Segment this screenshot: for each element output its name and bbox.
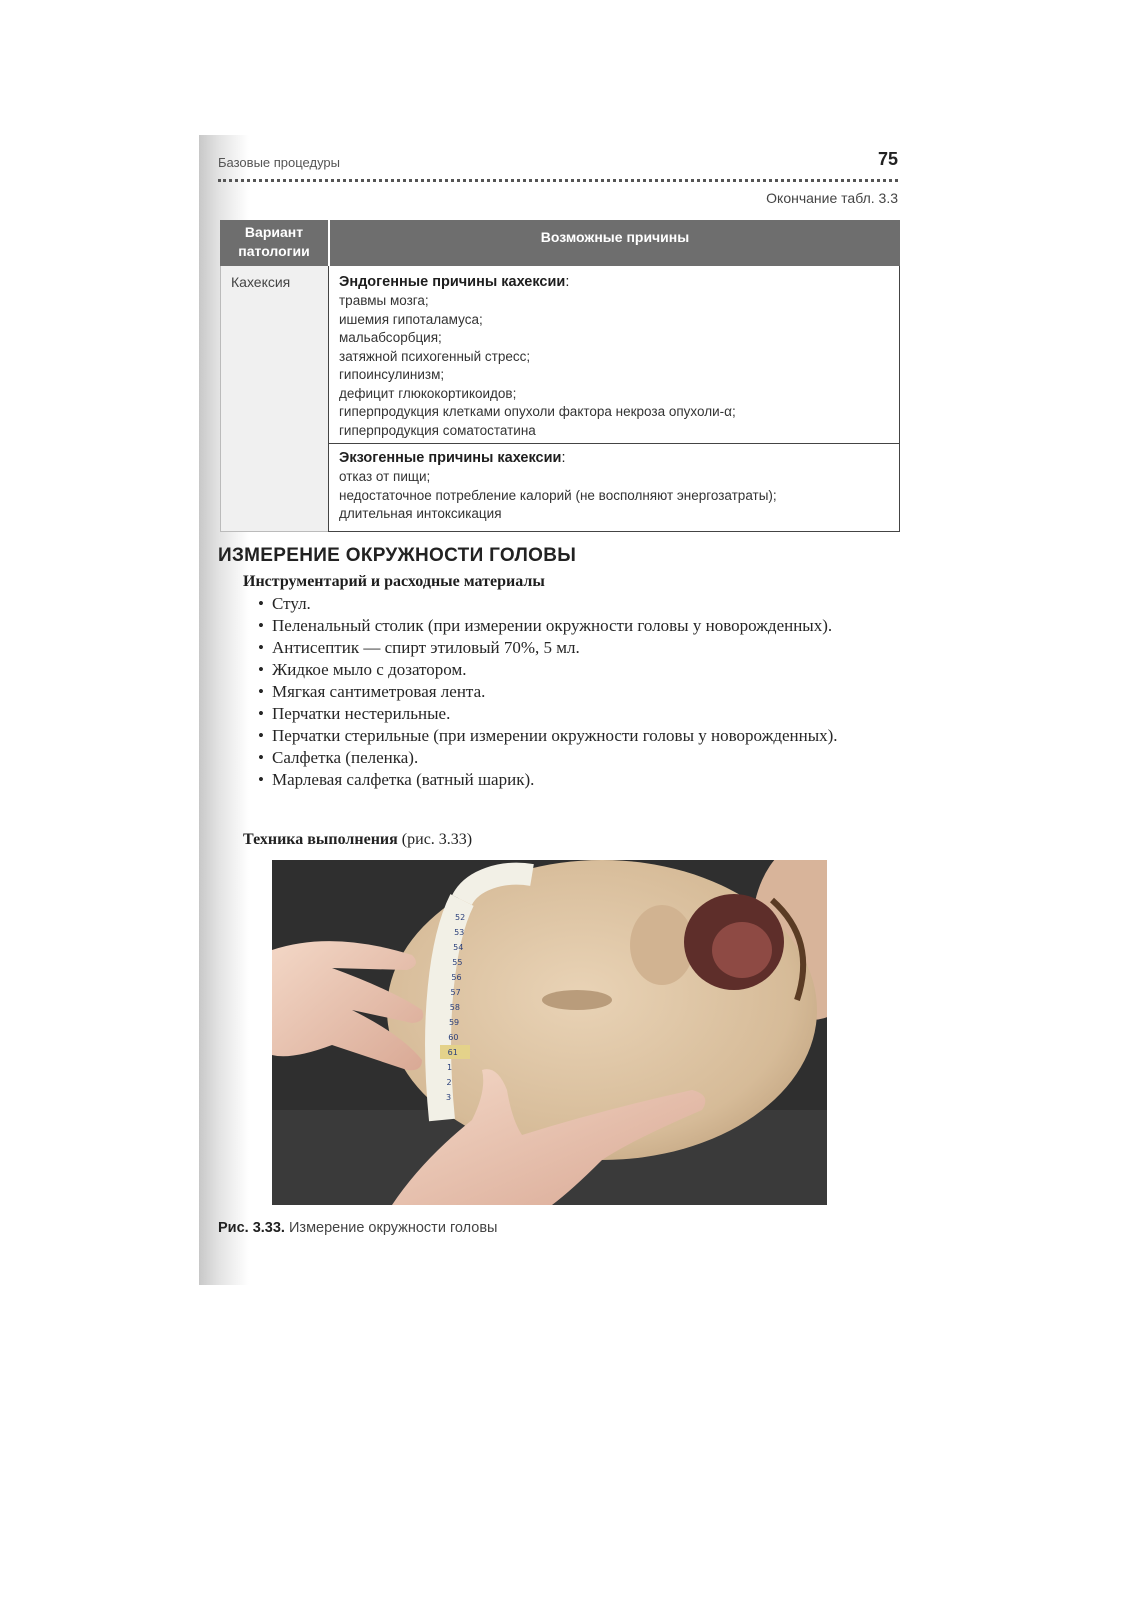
instrument-item: • Жидкое мыло с дозатором.	[258, 659, 883, 681]
running-header-title: Базовые процедуры	[218, 155, 341, 170]
figure-caption	[218, 1220, 497, 1236]
table-header-row	[220, 220, 900, 266]
endogenous-cause-item: гиперпродукция клетками опухоли фактора некроза опухоли-α;	[339, 404, 736, 419]
endogenous-list	[339, 292, 899, 440]
pathology-name: Кахексия	[231, 274, 291, 290]
tape-mark: 56	[451, 973, 462, 982]
technique-ref: (рис. 3.33)	[397, 831, 473, 848]
table-header-pathology: Вариант патологии	[220, 220, 328, 266]
exogenous-list	[339, 468, 899, 524]
tape-mark: 58	[449, 1003, 460, 1012]
technique-line	[243, 831, 472, 849]
instrument-item: • Антисептик — спирт этиловый 70%, 5 мл.	[258, 637, 883, 659]
page-number: 75	[877, 149, 898, 169]
tape-mark: 52	[455, 913, 466, 922]
instrument-item: • Мягкая сантиметровая лента.	[258, 681, 883, 703]
endogenous-cause-item: мальабсорбция;	[339, 330, 442, 345]
exogenous-cause-item: отказ от пищи;	[339, 469, 431, 484]
eye	[542, 990, 612, 1010]
endogenous-title: Эндогенные причины кахексии:	[339, 274, 570, 290]
figure-caption-text: Измерение окружности головы	[284, 1220, 498, 1236]
endogenous-cause-item: гиперпродукция соматостатина	[339, 422, 536, 438]
running-header	[218, 149, 898, 182]
exogenous-title: Экзогенные причины кахексии:	[339, 450, 566, 466]
tape-mark: 2	[446, 1078, 452, 1087]
figure-label: Рис. 3.33.	[218, 1220, 285, 1236]
tape-mark: 3	[446, 1093, 452, 1102]
causes-table	[220, 220, 900, 532]
table-caption: Окончание табл. 3.3	[766, 190, 898, 206]
tape-mark: 60	[448, 1033, 459, 1042]
exogenous-causes-cell	[329, 444, 899, 530]
instrument-item: • Перчатки нестерильные.	[258, 703, 883, 725]
instruments-heading: Инструментарий и расходные материалы	[243, 573, 545, 590]
causes-column	[328, 266, 900, 532]
book-page	[200, 135, 900, 1285]
instrument-item: • Пеленальный столик (при измерении окружности головы у новорожденных).	[258, 615, 883, 637]
instrument-item: • Салфетка (пеленка).	[258, 747, 883, 769]
tape-mark: 55	[452, 958, 463, 967]
section-title: ИЗМЕРЕНИЕ ОКРУЖНОСТИ ГОЛОВЫ	[218, 545, 577, 566]
tape-mark: 59	[448, 1018, 460, 1027]
exogenous-cause-item: длительная интоксикация	[339, 506, 502, 521]
instrument-item: • Марлевая салфетка (ватный шарик).	[258, 769, 883, 791]
instrument-item: • Перчатки стерильные (при измерении окружности головы у новорожденных).	[258, 725, 883, 747]
endogenous-causes-cell	[329, 266, 899, 444]
tape-mark: 54	[453, 943, 464, 952]
tape-mark: 1	[447, 1063, 453, 1072]
table-header-causes: Возможные причины	[330, 220, 900, 266]
endogenous-cause-item: ишемия гипоталамуса;	[339, 311, 483, 327]
tape-mark: 53	[454, 928, 465, 937]
endogenous-cause-item: гипоинсулинизм;	[339, 367, 445, 382]
head-measurement-illustration	[272, 860, 827, 1205]
tape-mark: 57	[450, 988, 461, 997]
endogenous-cause-item: затяжной психогенный стресс;	[339, 348, 531, 364]
technique-label: Техника выполнения	[243, 831, 398, 848]
instruments-list	[258, 593, 883, 791]
pathology-cell	[220, 266, 328, 532]
tongue	[712, 922, 772, 978]
exogenous-cause-item: недостаточное потребление калорий (не восполняют энергозатраты);	[339, 487, 777, 503]
endogenous-cause-item: дефицит глюкокортикоидов;	[339, 385, 517, 401]
tape-mark: 61	[447, 1048, 458, 1057]
instrument-item: • Стул.	[258, 593, 883, 615]
endogenous-cause-item: травмы мозга;	[339, 293, 429, 308]
figure-photo	[272, 860, 827, 1205]
